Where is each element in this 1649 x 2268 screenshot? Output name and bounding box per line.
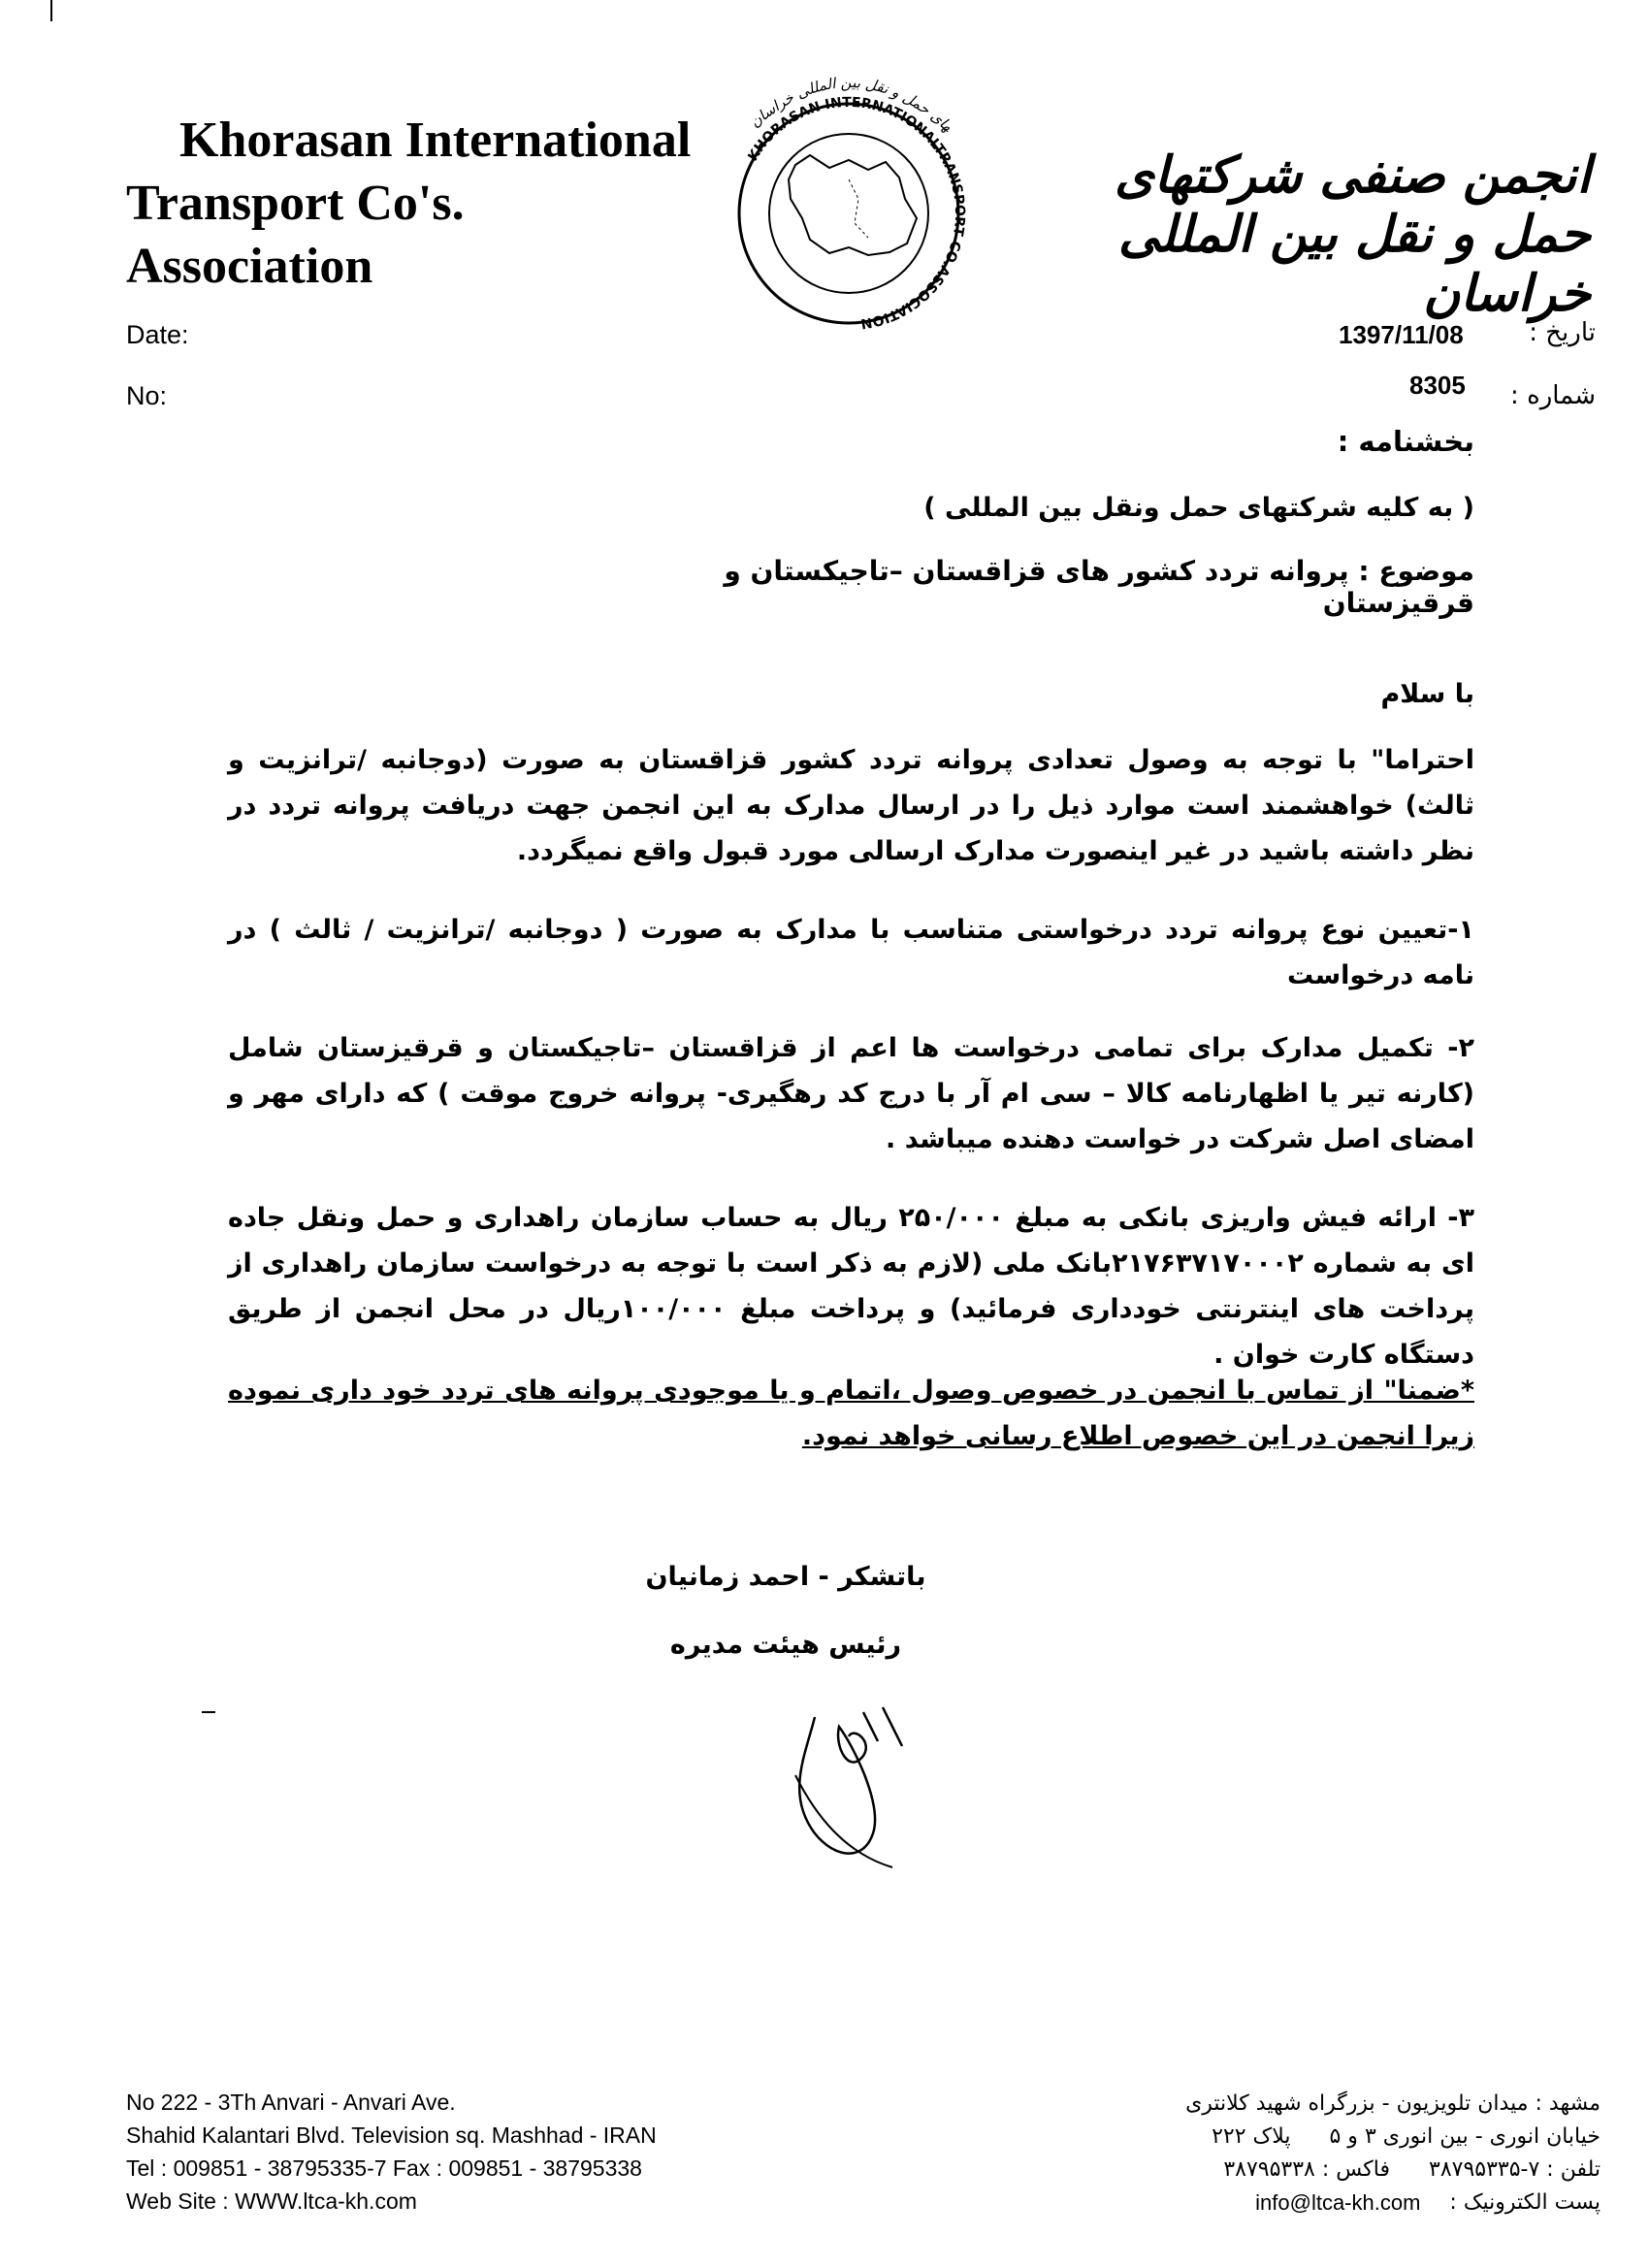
footer-fa-address1: مشهد : میدان تلویزیون - بزرگراه شهید کلانتری [1185,2091,1600,2116]
footer-address-line1: No 222 - 3Th Anvari - Anvari Ave. [126,2090,456,2115]
footer-fa-phone: تلفن : ۷-۳۸۷۹۵۳۳۵ فاکس : ۳۸۷۹۵۳۳۸ [1223,2157,1600,2182]
footer-fa-email: پست الکترونیک : info@ltca-kh.com [1255,2190,1600,2215]
note-paragraph: *ضمنا" از تماس با انجمن در خصوص وصول ،اتمام و یا موجودی پروانه های تردد خود داری نموده زیرا انجمن در این خصوص اطلاع رسانی خواهد نمود. [228,1376,1474,1451]
body-paragraph: ۲- تکمیل مدارک برای تمامی درخواست ها اعم از قزاقستان –تاجیکستان و قرقیزستان شامل (کارنه تیر یا اظهارنامه کالا – سی ام آر با درج کد رهگیری- پروانه خروج موقت ) که دارای مهر و امضای اصل شرکت در خواست دهنده میباشد . [228,1033,1474,1154]
signatory-title: رئیس هیئت مدیره [669,1630,902,1660]
date-value: 1397/11/08 [1339,320,1464,349]
scan-mark [50,0,52,21]
footer-phone: Tel : 009851 - 38795335-7 Fax : 009851 - 38795338 [126,2155,642,2181]
footer-fa [1135,2088,1600,2219]
letter-recipient: ( به کلیه شرکتهای حمل ونقل بین المللی ) [923,493,1474,523]
closing-signatory: باتشکر - احمد زمانیان [645,1562,926,1592]
footer-en [126,2086,805,2218]
no-label-en: No: [126,381,168,410]
iran-map-seal-icon [713,53,985,344]
footer-fa-address2: خیابان انوری - بین انوری ۳ و ۵ پلاک ۲۲۲ [1212,2124,1600,2149]
date-label-en: Date: [126,320,189,349]
margin-mark [202,1711,215,1713]
handwritten-signature [757,1688,951,1872]
footer-address-line2: Shahid Kalantari Blvd. Television sq. Mashhad - IRAN [126,2122,657,2148]
logo-ring-text: KHORASAN INTERNATIONALTRANSPORT CO.ASSOCIATION [745,94,968,332]
org-name-en-line2: Transport Co's. Association [126,176,465,294]
no-label-fa: شماره : [1510,381,1596,410]
body-paragraph: احتراما" با توجه به وصول تعدادی پروانه تردد کشور قزاقستان به صورت (دوجانبه /ترانزیت و ثالث) خواهشمند است موارد ذیل را در ارسال مدارک به این انجمن جهت دریافت پروانه تردد در نظر داشته باشید در غیر اینصورت مدارک ارسالی مورد قبول واقع نمیگردد. [228,745,1474,866]
body-paragraph: ۱-تعیین نوع پروانه تردد درخواستی متناسب با مدارک به صورت ( دوجانبه /ترانزیت / ثالث ) در نامه درخواست [228,915,1474,990]
org-name-fa: انجمن صنفی شرکتهای حمل و نقل بین المللی خراسان [1114,146,1591,323]
date-label-fa: تاریخ : [1529,318,1596,347]
org-name-en [126,109,708,298]
letter-subject: موضوع : پروانه تردد کشور های قزاقستان –تاجیکستان و قرقیزستان [724,555,1474,619]
logo-seal [713,53,985,344]
body-paragraph: ۳- ارائه فیش واریزی بانکی به مبلغ ۲۵۰/۰۰۰ ریال به حساب سازمان راهداری و حمل ونقل جاده ای به شماره ۲۱۷۶۳۷۱۷۰۰۰۲بانک ملی (لازم به ذکر است با توجه به درخواست سازمان راهداری از پرداخت های اینترنتی خودداری فرمائید) و پرداخت مبلغ ۱۰۰/۰۰۰ریال در محل انجمن از طریق دستگاه کارت خوان . [228,1203,1474,1370]
greeting: با سلام [1380,679,1474,709]
footer-website: Web Site : WWW.ltca-kh.com [126,2188,417,2214]
logo-top-text: های حمل و نقل بین المللی خراسان [746,73,956,136]
no-value: 8305 [1409,371,1466,400]
org-name-en-line1: Khorasan International [179,113,692,168]
letter-type: بخشنامه : [1337,425,1474,458]
